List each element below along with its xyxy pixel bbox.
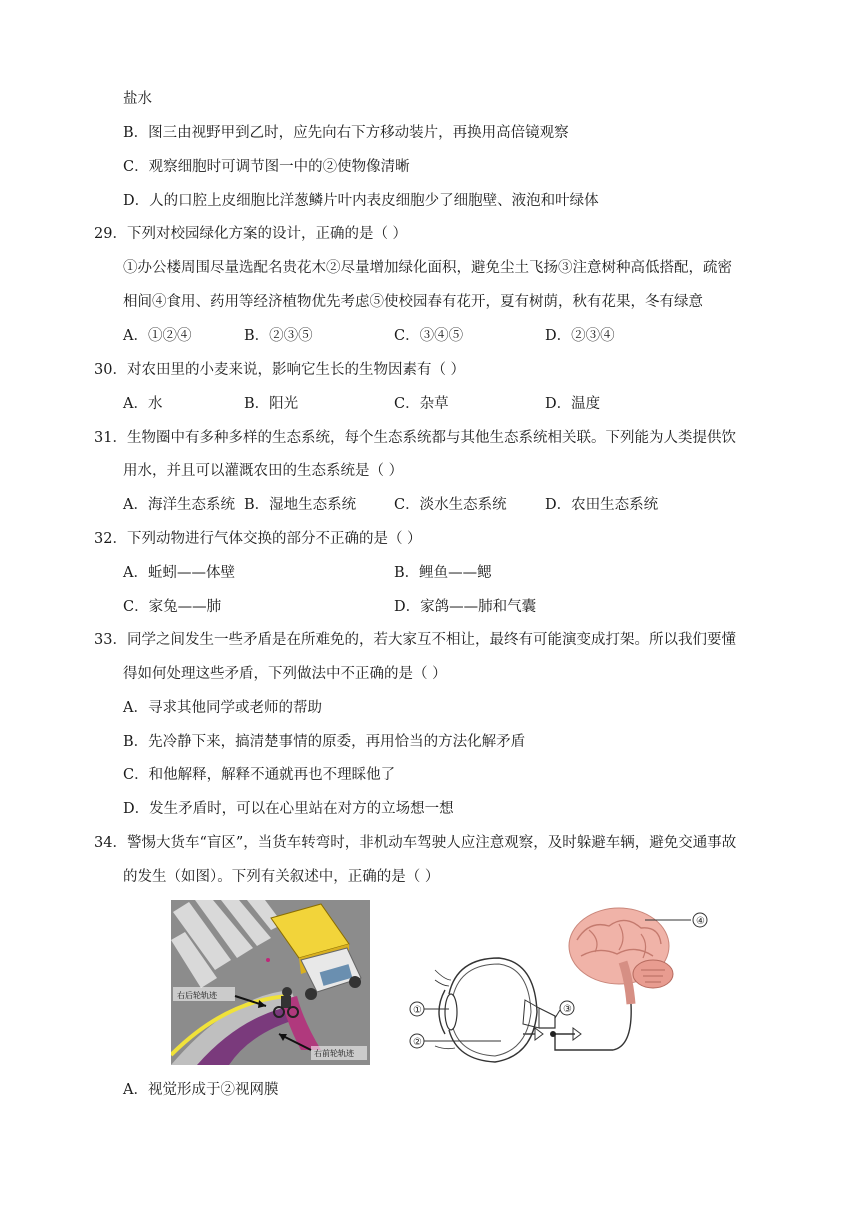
q32-stem: 32．下列动物进行气体交换的部分不正确的是（ ） [94,531,422,547]
q30-option-a: A．水 [123,396,163,412]
q28-option-d: D．人的口腔上皮细胞比洋葱鳞片叶内表皮细胞少了细胞壁、液泡和叶绿体 [123,193,599,209]
q28-option-b: B．图三由视野甲到乙时，应先向右下方移动装片，再换用高倍镜观察 [123,125,569,141]
q32-option-c: C．家兔——肺 [123,599,222,615]
label3-leader [555,1010,560,1018]
q29-text-line2: 相间④食用、药用等经济植物优先考虑⑤使校园春有花开，夏有树荫，秋有花果，冬有绿意 [123,294,703,310]
q31-option-b: B．湿地生态系统 [244,497,357,513]
q30-stem: 30．对农田里的小麦来说，影响它生长的生物因素有（ ） [94,362,466,378]
q29-stem: 29．下列对校园绿化方案的设计，正确的是（ ） [94,226,408,242]
q33-option-b: B．先冷静下来，搞清楚事情的原委，再用恰当的方法化解矛盾 [123,734,526,750]
eye-brain-diagram [405,900,720,1065]
q29-option-b: B．②③⑤ [244,328,313,344]
q33-option-a: A．寻求其他同学或老师的帮助 [123,700,322,716]
q31-option-c: C．淡水生态系统 [394,497,507,513]
q34-option-a: A．视觉形成于②视网膜 [123,1082,279,1098]
q30-option-c: C．杂草 [394,396,449,412]
q28-stem-continuation: 盐水 [123,91,152,107]
q31-option-d: D．农田生态系统 [545,497,659,513]
front-track-label: 右前轮轨迹 [314,1049,354,1058]
label1: ① [413,1005,422,1016]
q30-option-d: D．温度 [545,396,601,412]
q31-stem-line1: 31．生物圈中有多种多样的生态系统，每个生态系统都与其他生态系统相关联。下列能为人类提供饮 [94,430,736,446]
q33-stem-line2: 得如何处理这些矛盾，下列做法中不正确的是（ ） [123,666,447,682]
brain-icon [569,908,673,1004]
q30-option-b: B．阳光 [244,396,299,412]
q33-option-d: D．发生矛盾时，可以在心里站在对方的立场想一想 [123,801,454,817]
label4: ④ [696,916,705,927]
q31-stem-line2: 用水，并且可以灌溉农田的生态系统是（ ） [123,463,404,479]
q33-stem-line1: 33．同学之间发生一些矛盾是在所难免的，若大家互不相让，最终有可能演变成打架。所以我们要懂 [94,632,736,648]
q29-option-c: C．③④⑤ [394,328,464,344]
q29-option-d: D．②③④ [545,328,615,344]
label2: ② [413,1037,422,1048]
q28-option-c: C．观察细胞时可调节图一中的②使物像清晰 [123,159,410,175]
label3: ③ [563,1004,572,1015]
rear-track-label: 右后轮轨迹 [177,991,217,1000]
q33-option-c: C．和他解释，解释不通就再也不理睬他了 [123,767,396,783]
q34-stem-line1: 34．警惕大货车“盲区”，当货车转弯时，非机动车驾驶人应注意观察，及时躲避车辆，避免交通事故 [94,835,737,851]
q32-option-a: A．蚯蚓——体壁 [123,565,235,581]
truck-blind-spot-figure [171,900,370,1065]
eye-icon [435,958,555,1062]
q32-option-d: D．家鸽——肺和气囊 [394,599,537,615]
q29-option-a: A．①②④ [123,328,192,344]
point-marker [266,958,270,962]
q32-option-b: B．鲤鱼——鳃 [394,565,492,581]
q29-text-line1: ①办公楼周围尽量选配名贵花木②尽量增加绿化面积，避免尘土飞扬③注意树种高低搭配，疏密 [123,260,732,276]
q34-stem-line2: 的发生（如图）。下列有关叙述中，正确的是（ ） [123,869,440,885]
q31-option-a: A．海洋生态系统 [123,497,235,513]
